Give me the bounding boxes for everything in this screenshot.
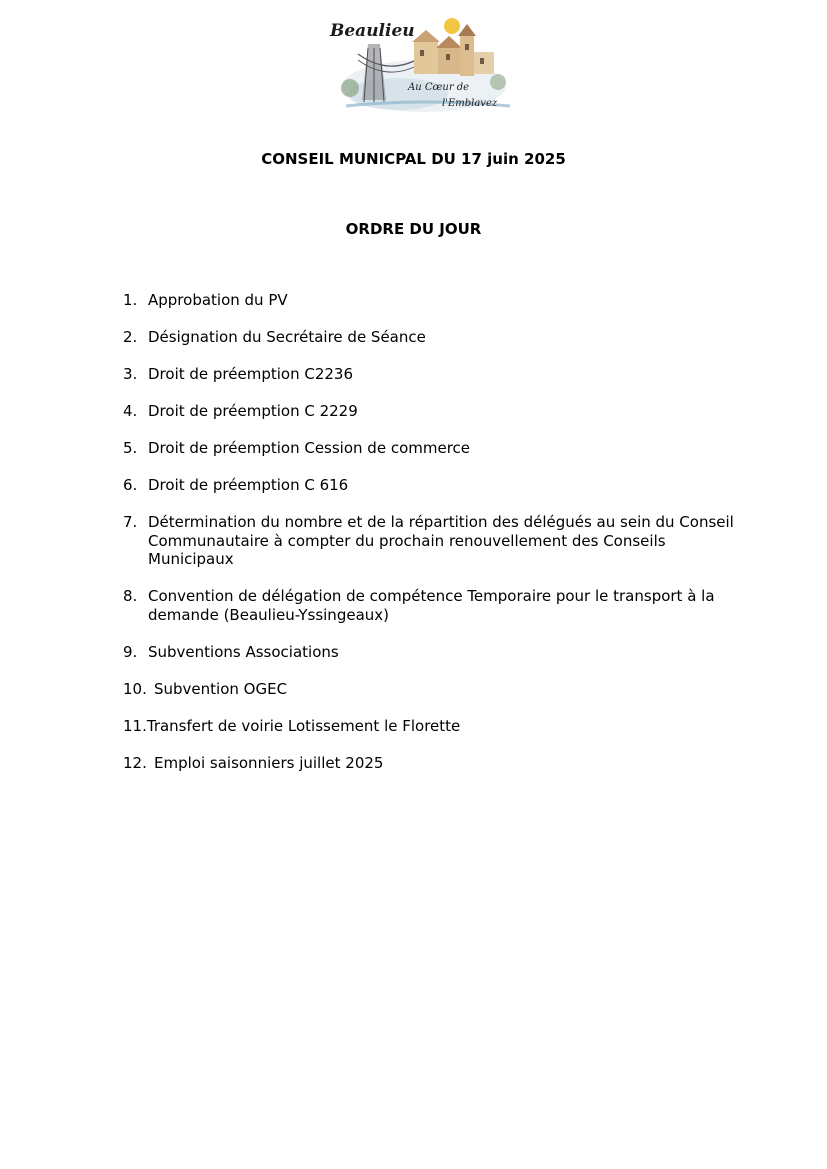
- agenda-text: Détermination du nombre et de la répartition des délégués au sein du Conseil Communautaire à compter du prochain renouvellement des Conseils Municipaux: [148, 513, 734, 568]
- agenda-text: Subvention OGEC: [154, 679, 288, 698]
- logo-illustration: [328, 14, 524, 118]
- logo-script-top: Beaulieu: [330, 21, 415, 41]
- agenda-number: 2.: [123, 328, 138, 346]
- agenda-text: Droit de préemption C 616: [148, 476, 349, 494]
- agenda-list: [123, 291, 743, 791]
- agenda-text: Désignation du Secrétaire de Séance: [148, 328, 426, 346]
- agenda-number: 9.: [123, 642, 138, 661]
- agenda-item-2: [123, 328, 743, 347]
- agenda-text: Convention de délégation de compétence Temporaire pour le transport à la demande (Beaulieu-Yssingeaux): [148, 587, 715, 624]
- agenda-item-7: [123, 513, 743, 569]
- agenda-number: 11.: [123, 716, 147, 735]
- agenda-item-12: [123, 754, 743, 773]
- agenda-item-5: [123, 439, 743, 458]
- agenda-heading: ORDRE DU JOUR: [345, 220, 482, 238]
- agenda-text: Subventions Associations: [148, 642, 339, 661]
- agenda-item-1: [123, 291, 743, 310]
- agenda-number: 10.: [123, 679, 147, 698]
- agenda-text: Transfert de voirie Lotissement le Florette: [146, 716, 461, 735]
- beaulieu-logo: [328, 14, 524, 118]
- agenda-number: 5.: [123, 439, 138, 457]
- agenda-text: Droit de préemption C 2229: [148, 402, 358, 420]
- agenda-item-8: [123, 587, 743, 624]
- logo-script-line2: l'Emblavez: [442, 98, 498, 109]
- agenda-text: Approbation du PV: [148, 291, 288, 309]
- agenda-text: Droit de préemption C2236: [148, 365, 353, 383]
- agenda-number: 8.: [123, 587, 138, 605]
- agenda-item-9: [123, 643, 743, 662]
- agenda-item-3: [123, 365, 743, 384]
- agenda-number: 12.: [123, 753, 147, 772]
- agenda-item-4: [123, 402, 743, 421]
- agenda-number: 4.: [123, 402, 138, 420]
- agenda-number: 7.: [123, 513, 138, 531]
- agenda-number: 1.: [123, 291, 138, 309]
- agenda-item-11: [123, 717, 743, 736]
- logo-script-line1: Au Cœur de: [408, 82, 470, 93]
- agenda-number: 6.: [123, 476, 138, 494]
- page-title: CONSEIL MUNICPAL DU 17 juin 2025: [261, 150, 566, 168]
- agenda-text: Droit de préemption Cession de commerce: [148, 439, 471, 457]
- agenda-item-10: [123, 680, 743, 699]
- agenda-number: 3.: [123, 365, 138, 383]
- agenda-item-6: [123, 476, 743, 495]
- agenda-text: Emploi saisonniers juillet 2025: [154, 753, 384, 772]
